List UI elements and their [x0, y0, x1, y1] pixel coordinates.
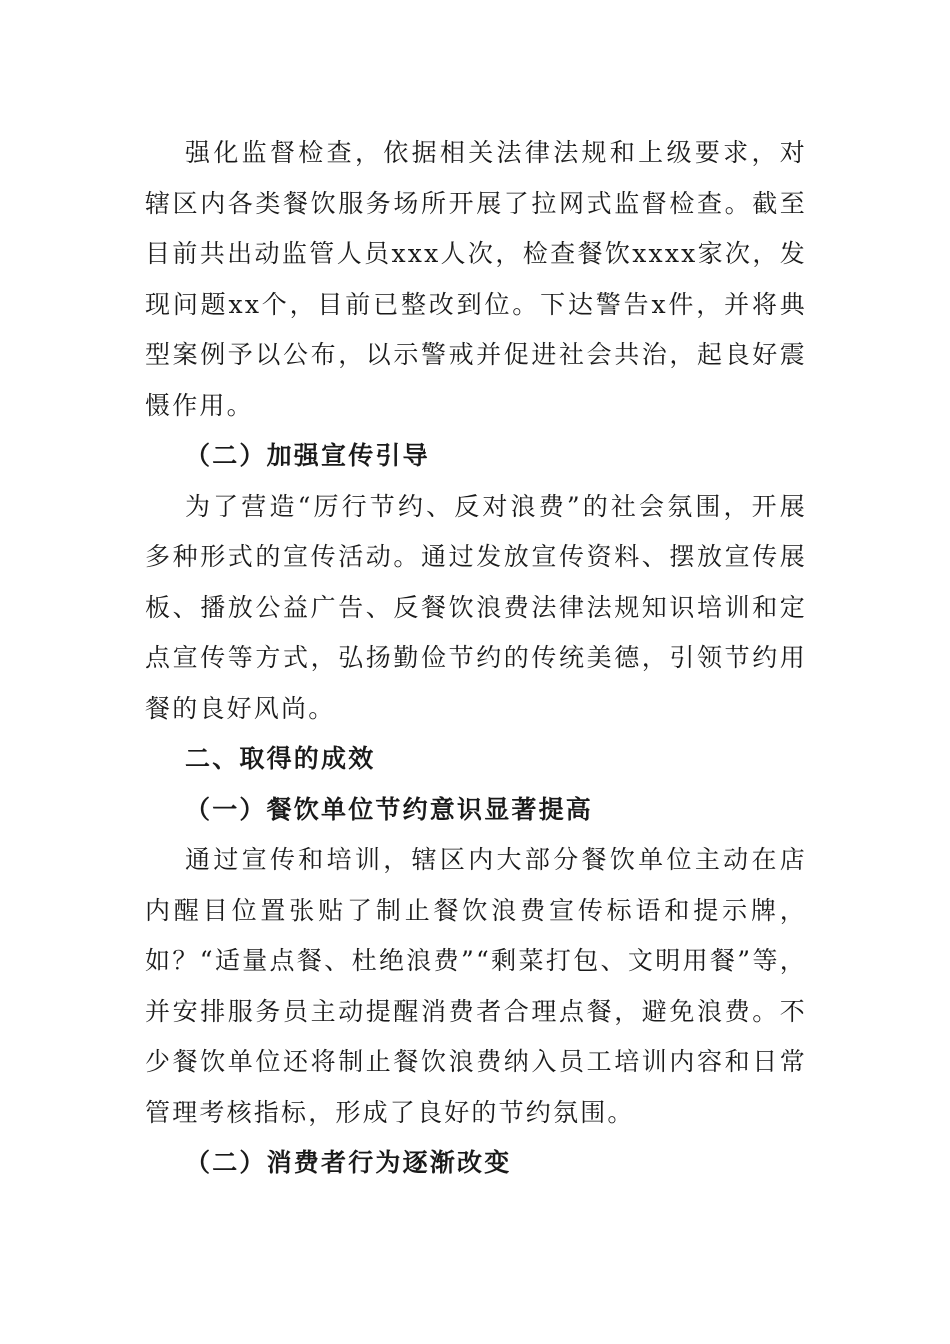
heading-awareness: （一）餐饮单位节约意识显著提高: [185, 794, 594, 824]
document-body: [145, 128, 807, 1189]
paragraph-awareness: 通过宣传和培训，辖区内大部分餐饮单位主动在店内醒目位置张贴了制止餐饮浪费宣传标语和提示牌，如？“适量点餐、杜绝浪费”“剩菜打包、文明用餐”等，并安排服务员主动提醒消费者合理点餐，避免浪费。不少餐饮单位还将制止餐饮浪费纳入员工培训内容和日常管理考核指标，形成了良好的节约氛围。: [145, 845, 807, 1127]
heading-consumer-behavior: （二）消费者行为逐渐改变: [185, 1148, 512, 1177]
heading-achievements: 二、取得的成效: [185, 744, 376, 773]
heading-publicity: （二）加强宣传引导: [185, 441, 430, 470]
paragraph-publicity: 为了营造“厉行节约、反对浪费”的社会氛围，开展多种形式的宣传活动。通过发放宣传资料、摆放宣传展板、播放公益广告、反餐饮浪费法律法规知识培训和定点宣传等方式，弘扬勤俭节约的传统美德，引领节约用餐的良好风尚。: [145, 491, 807, 723]
paragraph-supervision: 强化监督检查，依据相关法律法规和上级要求，对辖区内各类餐饮服务场所开展了拉网式监督检查。截至目前共出动监管人员xxx人次，检查餐饮xxxx家次，发现问题xx个，目前已整改到位。下达警告x件，并将典型案例予以公布，以示警戒并促进社会共治，起良好震慑作用。: [145, 138, 807, 420]
